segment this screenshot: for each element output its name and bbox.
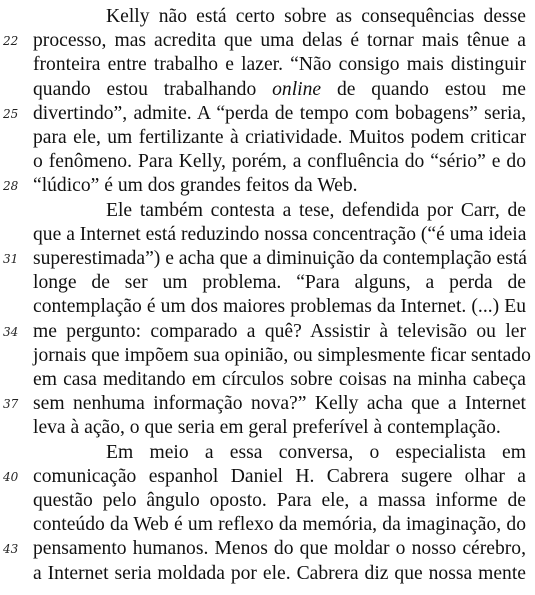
line-number: 43: [3, 542, 19, 557]
line-text: Ele também contesta a tese, defendida por Carr, de: [106, 199, 526, 221]
text-line: [0, 270, 535, 296]
line-text: que a Internet está reduzindo nossa concentração (“é uma ideia: [33, 223, 527, 245]
text-line: [0, 367, 535, 393]
line-text: “lúdico” é um dos grandes feitos da Web.: [33, 175, 358, 197]
line-text: em casa meditando em círculos sobre coisas na minha cabeça: [33, 369, 526, 390]
line-number: 22: [3, 34, 19, 49]
text-line: [0, 149, 535, 175]
line-text: divertindo”, admite. A “perda de tempo com bobagens” seria,: [33, 102, 526, 124]
line-text: conteúdo da Web é um reflexo da memória, da imaginação, do: [33, 514, 526, 536]
text-line: [0, 222, 535, 248]
line-number: 28: [3, 179, 19, 194]
line-text: quando estou trabalhando online de quando estou me: [33, 78, 526, 100]
text-line: [0, 512, 535, 538]
line-text: comunicação espanhol Daniel H. Cabrera sugere olhar a: [33, 465, 526, 487]
text-line: [0, 440, 535, 466]
text-line: [0, 294, 535, 320]
line-text: para ele, um fertilizante à criatividade. Muitos podem criticar: [33, 127, 526, 148]
line-text: o fenômeno. Para Kelly, porém, a confluência do “sério” e do: [33, 151, 526, 173]
text-line: [0, 52, 535, 78]
line-text: fronteira entre trabalho e lazer. “Não consigo mais distinguir: [33, 54, 526, 76]
line-text: contemplação é um dos maiores problemas da Internet. (...) Eu: [33, 296, 526, 318]
line-text: sem nenhuma informação nova?” Kelly acha que a Internet: [33, 393, 526, 415]
text-line: [0, 173, 535, 199]
text-line: [0, 77, 535, 103]
line-number: 25: [3, 106, 19, 121]
line-text: pensamento humanos. Menos do que moldar o nosso cérebro,: [33, 538, 526, 560]
text-line: [0, 536, 535, 562]
line-number: 40: [3, 469, 19, 484]
text-line: [0, 561, 535, 587]
text-line: [0, 415, 535, 441]
text-line: [0, 28, 535, 54]
line-text: Em meio a essa conversa, o especialista em: [106, 441, 526, 463]
text-line: [0, 4, 535, 30]
line-text: questão pelo ângulo oposto. Para ele, a massa informe de: [33, 490, 526, 511]
text-line: [0, 101, 535, 127]
line-text: Kelly não está certo sobre as consequências desse: [106, 6, 526, 27]
italic-word: online: [272, 78, 322, 100]
line-text: superestimada”) e acha que a diminuição da contemplação está: [33, 248, 527, 269]
text-line: [0, 343, 535, 369]
text-line: [0, 125, 535, 151]
text-line: [0, 391, 535, 417]
text-line: [0, 246, 535, 272]
line-text: longe de ser um problema. “Para alguns, a perda de: [33, 272, 526, 294]
text-line: [0, 488, 535, 514]
line-text: jornais que impõem sua opinião, ou simplesmente ficar sentado: [33, 344, 531, 366]
line-text: me pergunto: comparado a quê? Assistir à televisão ou ler: [33, 320, 526, 342]
text-line: [0, 319, 535, 345]
line-text: leva à ação, o que seria em geral preferível à contemplação.: [33, 417, 501, 439]
line-number: 31: [3, 252, 19, 266]
line-text: a Internet seria moldada por ele. Cabrera diz que nossa mente: [33, 562, 526, 584]
text-line: [0, 464, 535, 490]
line-number: 34: [3, 324, 19, 339]
line-text: processo, mas acredita que uma delas é tornar mais tênue a: [33, 30, 526, 52]
text-line: [0, 198, 535, 224]
line-number: 37: [3, 397, 19, 412]
